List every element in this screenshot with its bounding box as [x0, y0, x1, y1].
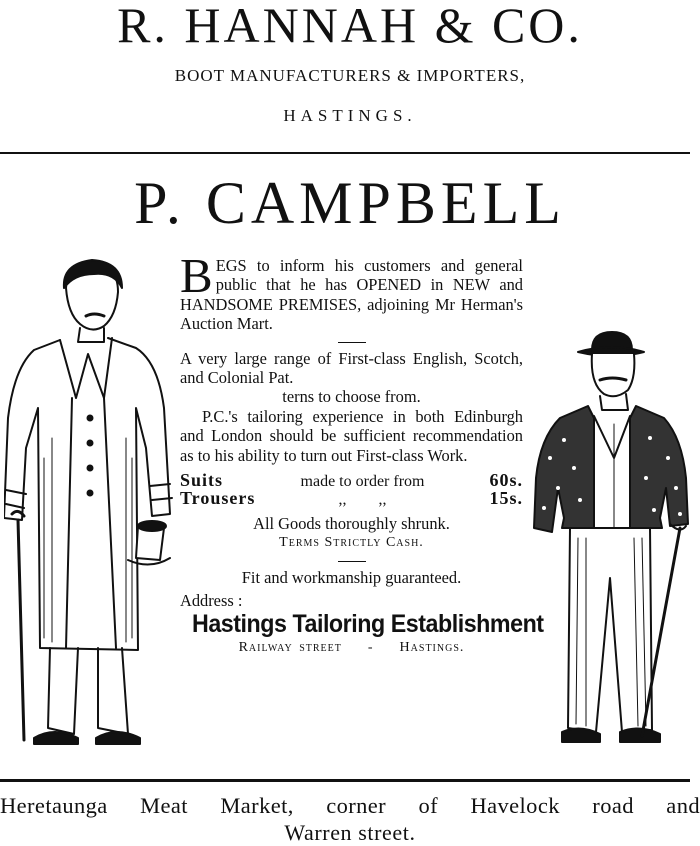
campbell-body [180, 248, 544, 657]
gentleman-bowler-hat-illustration-icon [530, 328, 700, 756]
town-name: Hastings. [399, 639, 465, 655]
range-paragraph-end: terns to choose from. [282, 387, 421, 407]
address-separator: - [367, 639, 374, 655]
footer-line-2: Warren street. [284, 820, 416, 845]
divider-bottom [0, 779, 690, 782]
footer-line-1: Heretaunga Meat Market, corner of Havelock road and [0, 793, 700, 818]
establishment-name: Hastings Tailoring Establishment [192, 609, 544, 638]
campbell-title: P. CAMPBELL [134, 170, 566, 236]
price-text: ,, ,, [338, 491, 387, 509]
guarantee-line: Fit and workmanship guaranteed. [241, 567, 462, 587]
price-item: Suits [180, 470, 224, 491]
experience-paragraph: P.C.'s tailoring experience in both Edinburgh and London should be sufficient recommendation as to his ability to turn out First-class Work. [180, 406, 523, 465]
shrunk-line: All Goods thoroughly shrunk. [253, 513, 450, 533]
price-item: Trousers [180, 488, 256, 509]
price-amount: 60s. [489, 470, 523, 491]
hannah-title: R. HANNAH & CO. [117, 0, 583, 53]
divider-top [0, 152, 690, 154]
price-amount: 15s. [489, 488, 523, 509]
price-text: made to order from [300, 473, 425, 491]
address-label: Address : [180, 591, 243, 611]
intro-rest: general public that he has OPENED in NEW and HANDSOME PREMISES, adjoining Mr Herman's Auction Mart. [180, 256, 523, 334]
section-dash [338, 561, 366, 562]
drop-cap: B [180, 248, 213, 303]
range-paragraph: A very large range of First-class English, Scotch, and Colonial Pat. [180, 348, 523, 388]
address-line [180, 638, 523, 657]
section-dash [338, 342, 366, 343]
gentleman-frock-coat-illustration-icon [4, 258, 176, 758]
price-row-trousers [180, 489, 523, 509]
hannah-town: HASTINGS. [283, 106, 417, 125]
hannah-subtitle: BOOT MANUFACTURERS & IMPORTERS, [174, 66, 526, 85]
intro-first-line: EGS to inform his customers and [215, 256, 465, 275]
intro-paragraph [180, 248, 523, 334]
street-name: Railway street [238, 639, 342, 655]
terms-line: Terms Strictly Cash. [279, 535, 424, 551]
